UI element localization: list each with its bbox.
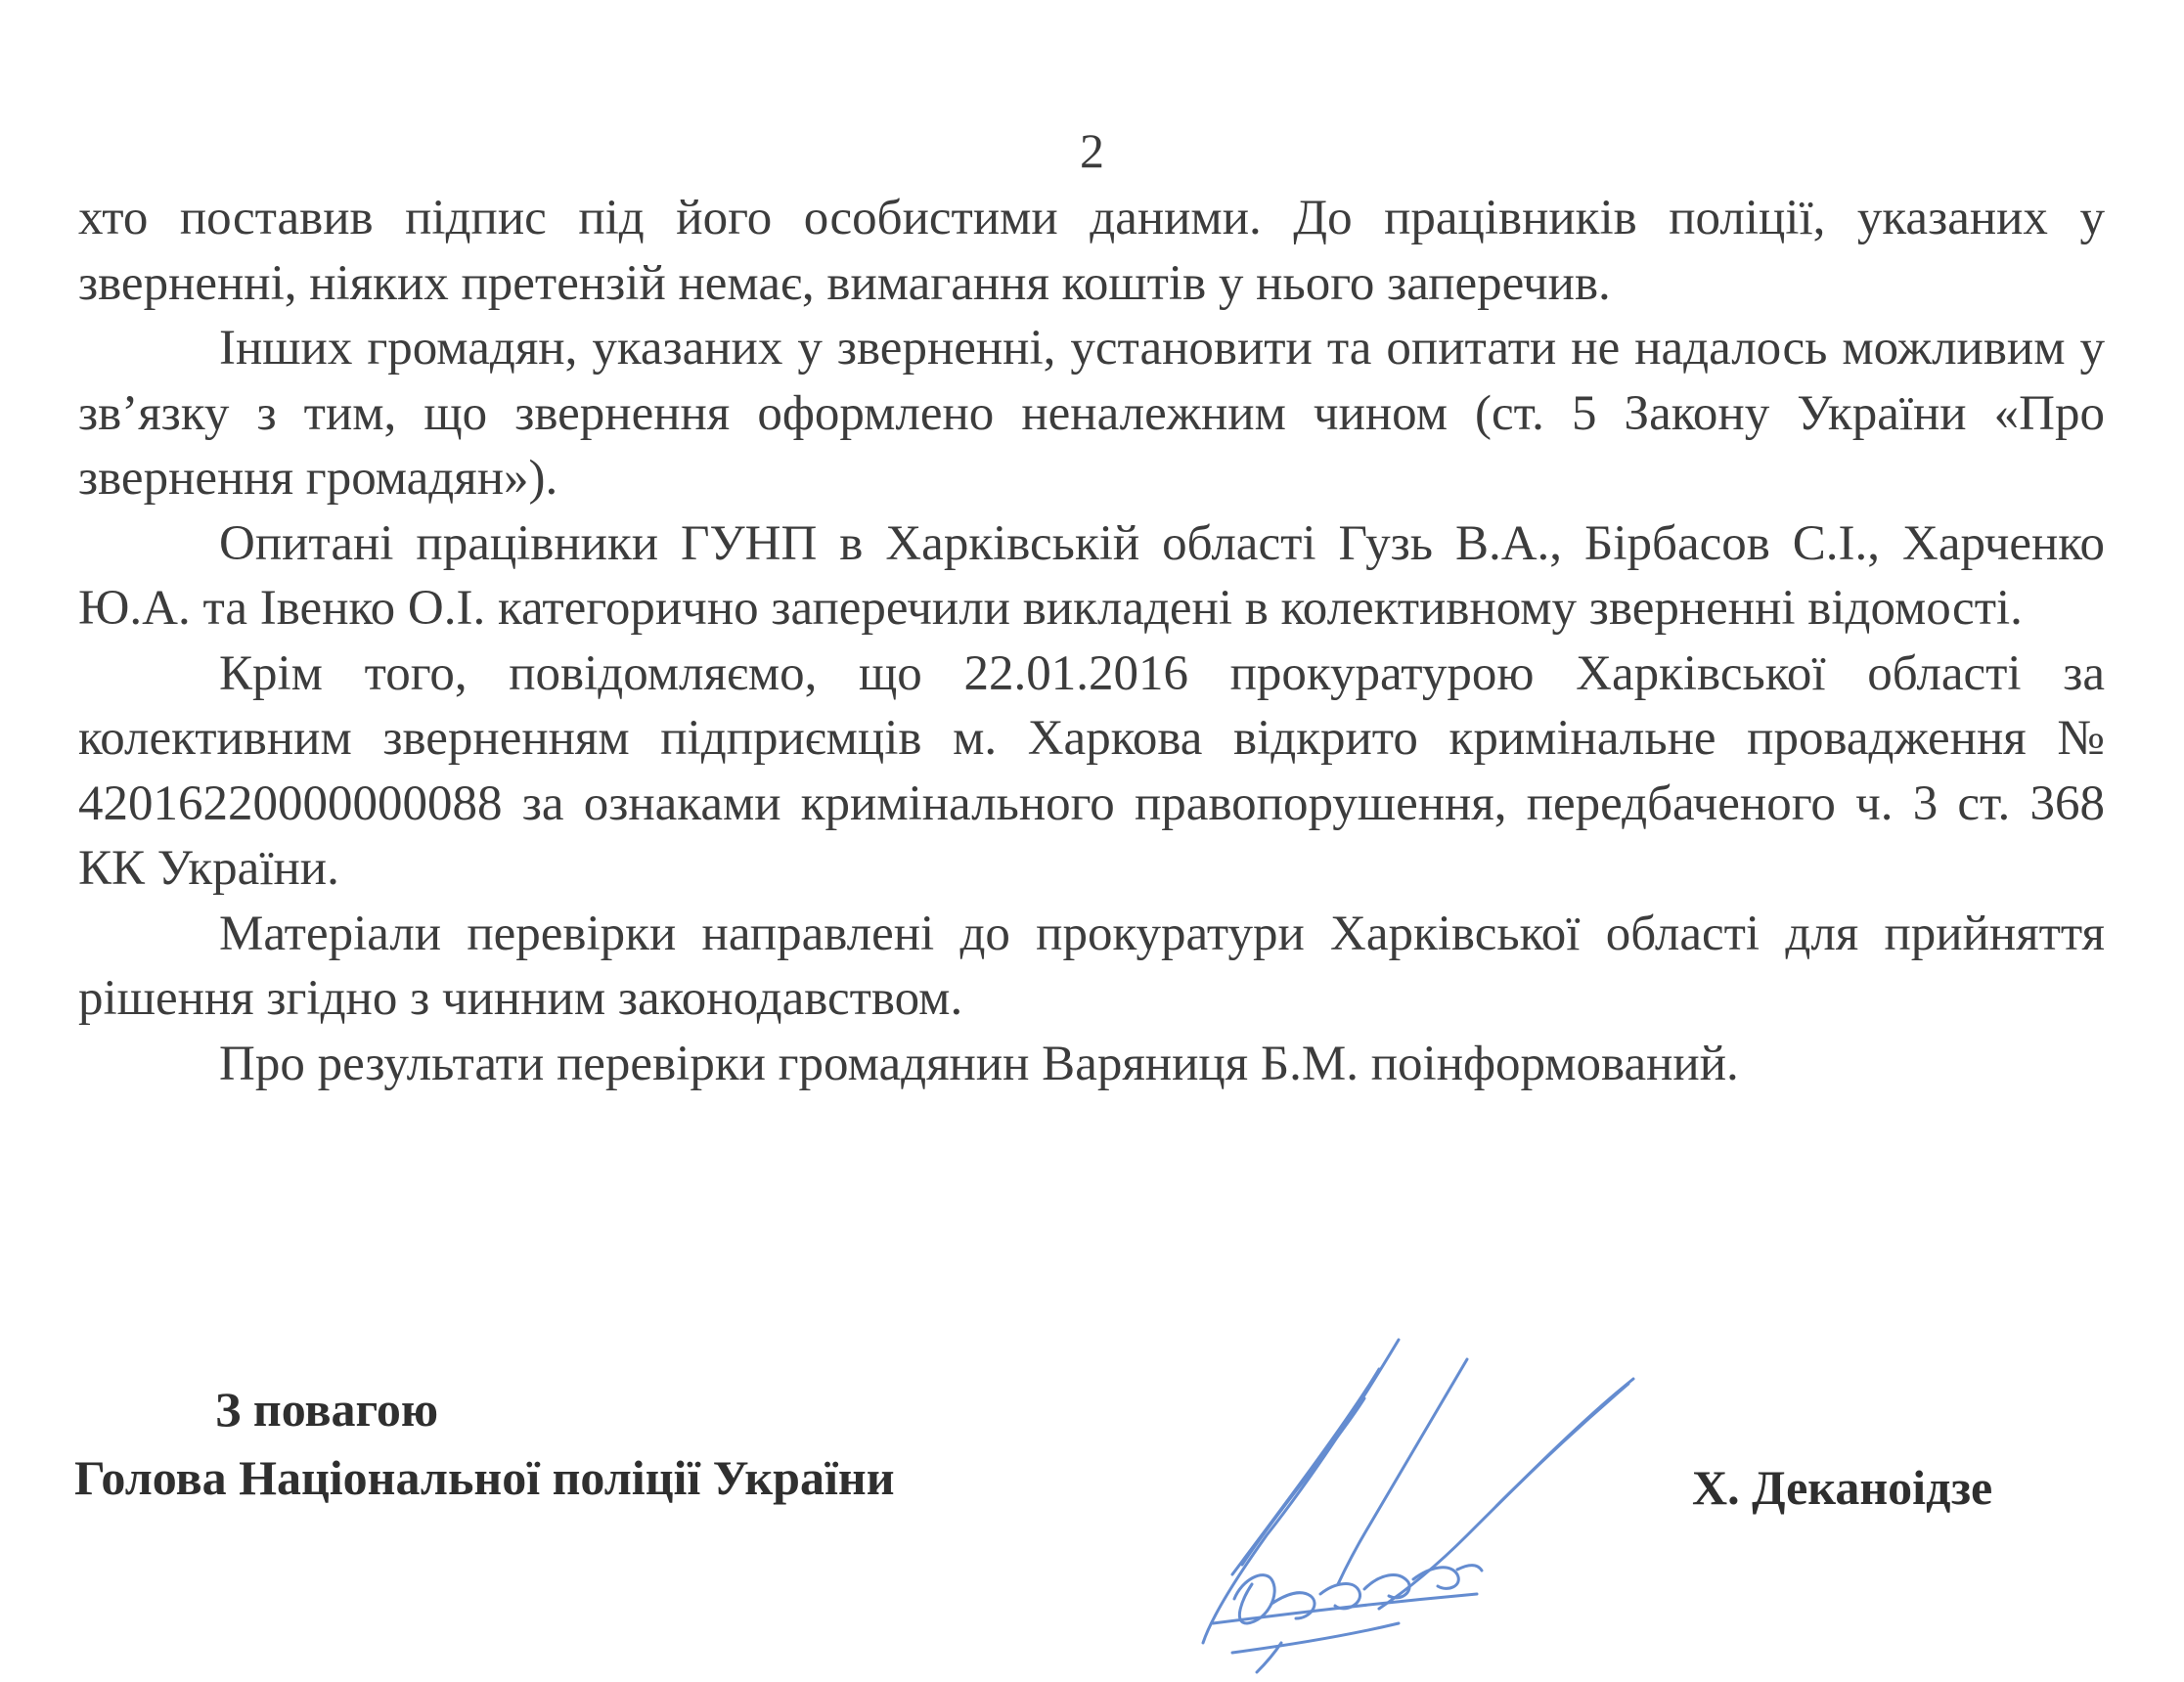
paragraph-5: Матеріали перевірки направлені до прокуратури Харківської області для прийняття рішення згідно з чинним законодавством. (78, 906, 2105, 1026)
paragraph-1: хто поставив підпис під його особистими даними. До працівників поліції, указаних у зверненні, ніяких претензій немає, вимагання коштів у нього заперечив. (78, 191, 2105, 311)
paragraph-3: Опитані працівники ГУНП в Харківській області Гузь В.А., Бірбасов С.І., Харченко Ю.А. та Івенко О.І. категорично заперечили викладені в колективному зверненні відомості. (78, 515, 2105, 636)
page-number: 2 (1080, 123, 1104, 178)
handwritten-signature (1174, 1330, 1663, 1682)
paragraph-4: Крім того, повідомляємо, що 22.01.2016 прокуратурою Харківської області за колективним зверненням підприємців м. Харкова відкрито кримінальне провадження № 42016220000000088 за ознаками кримінального правопорушення, передбаченого ч. 3 ст. 368 КК України. (78, 645, 2105, 896)
closing-phrase: З повагою (215, 1382, 439, 1437)
signer-name: Х. Деканоідзе (1692, 1460, 1993, 1515)
paragraph-6: Про результати перевірки громадянин Варяниця Б.М. поінформований. (219, 1036, 1739, 1091)
paragraph-2: Інших громадян, указаних у зверненні, установити та опитати не надалось можливим у зв’язку з тим, що звернення оформлено неналежним чином (ст. 5 Закону України «Про звернення громадян»). (78, 321, 2105, 506)
signer-title: Голова Національної поліції України (74, 1450, 895, 1505)
